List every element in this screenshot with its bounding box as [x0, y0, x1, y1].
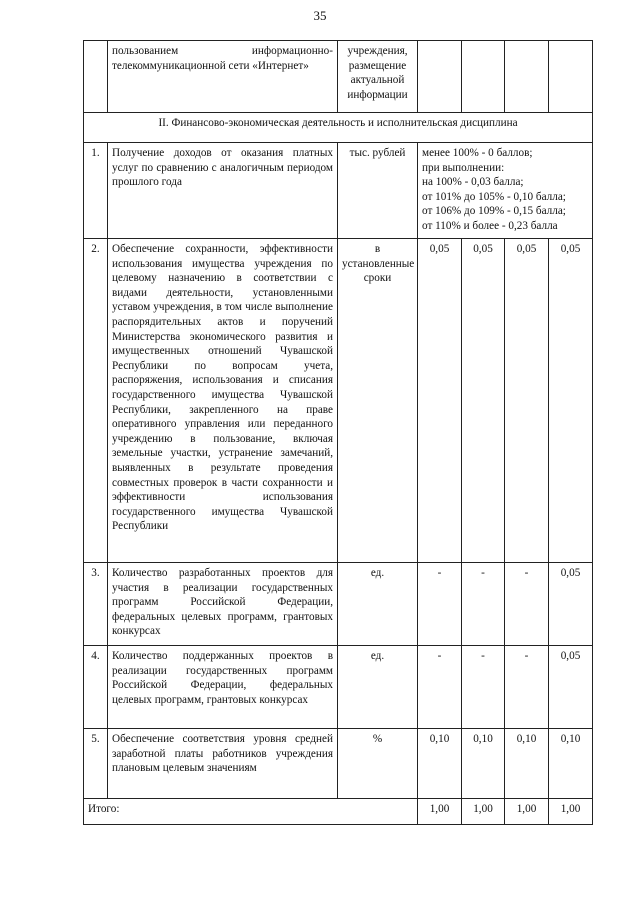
criteria-table: [83, 40, 593, 825]
total-value: 1,00: [418, 799, 462, 825]
row-description: Количество поддержанных проектов в реализации государственных программ Российской Федерации, федеральных целевых программ, грантовых конкурсах: [108, 646, 338, 729]
row-description: Обеспечение сохранности, эффективности использования имущества учреждения по целевому назначению в соответствии с видами деятельности, установленными уставом учреждения, в том числе выполнение распорядительных актов и поручений Министерства экономического развития и имущественных отношений Чувашской Республики по вопросам учета, распоряжения, использования и списания государственного имущества Чувашской Республики, закрепленного на праве оперативного управления или переданного учреждению в пользование, включая земельные участки, устранение замечаний, выявленных в результате проведения совместных проверок в части сохранности и эффективности использования государственного имущества Чувашской Республики: [108, 239, 338, 563]
total-value: 1,00: [549, 799, 593, 825]
section-title: II. Финансово-экономическая деятельность и исполнительская дисциплина: [84, 113, 593, 143]
row-value: 0,05: [549, 563, 593, 646]
row-value: [549, 41, 593, 113]
row-value: 0,05: [505, 239, 549, 563]
row-description: Обеспечение соответствия уровня средней заработной платы работников учреждения плановым целевым значениям: [108, 729, 338, 799]
total-value: 1,00: [505, 799, 549, 825]
row-value: 0,10: [505, 729, 549, 799]
row-value: 0,10: [418, 729, 462, 799]
row-number: 4.: [84, 646, 108, 729]
row-value: 0,05: [462, 239, 505, 563]
row-value: [462, 41, 505, 113]
page-number: 35: [313, 8, 327, 23]
total-label: Итого:: [84, 799, 418, 825]
table-row: [84, 729, 593, 799]
row-unit: ед.: [338, 563, 418, 646]
row-unit: учреждения, размещение актуальной информации: [338, 41, 418, 113]
row-value: 0,05: [549, 239, 593, 563]
table-row: [84, 41, 593, 113]
row-unit: в установленные сроки: [338, 239, 418, 563]
row-unit: тыс. рублей: [338, 143, 418, 239]
row-unit: %: [338, 729, 418, 799]
row-value: -: [505, 563, 549, 646]
table-row: [84, 143, 593, 239]
section-header-row: [84, 113, 593, 143]
row-number: 3.: [84, 563, 108, 646]
row-value: 0,10: [549, 729, 593, 799]
row-value: -: [418, 563, 462, 646]
row-value: 0,05: [418, 239, 462, 563]
row-value: [418, 41, 462, 113]
total-row: [84, 799, 593, 825]
row-value: -: [418, 646, 462, 729]
table-row: [84, 563, 593, 646]
row-description: пользованием информационно-телекоммуникационной сети «Интернет»: [108, 41, 338, 113]
row-description: Получение доходов от оказания платных услуг по сравнению с аналогичным периодом прошлого года: [108, 143, 338, 239]
row-value: -: [462, 646, 505, 729]
row-value: -: [505, 646, 549, 729]
row-criteria: менее 100% - 0 баллов; при выполнении: на 100% - 0,03 балла; от 101% до 105% - 0,10 балла; от 106% до 109% - 0,15 балла; от 110% и более - 0,23 балла: [418, 143, 593, 239]
row-unit: ед.: [338, 646, 418, 729]
total-value: 1,00: [462, 799, 505, 825]
row-description: Количество разработанных проектов для участия в реализации государственных программ Российской Федерации, федеральных целевых программ, грантовых конкурсах: [108, 563, 338, 646]
table-row: [84, 239, 593, 563]
table-row: [84, 646, 593, 729]
row-value: -: [462, 563, 505, 646]
row-number: 5.: [84, 729, 108, 799]
row-value: [505, 41, 549, 113]
row-value: 0,05: [549, 646, 593, 729]
row-number: 2.: [84, 239, 108, 563]
row-number: 1.: [84, 143, 108, 239]
row-value: 0,10: [462, 729, 505, 799]
row-number: [84, 41, 108, 113]
